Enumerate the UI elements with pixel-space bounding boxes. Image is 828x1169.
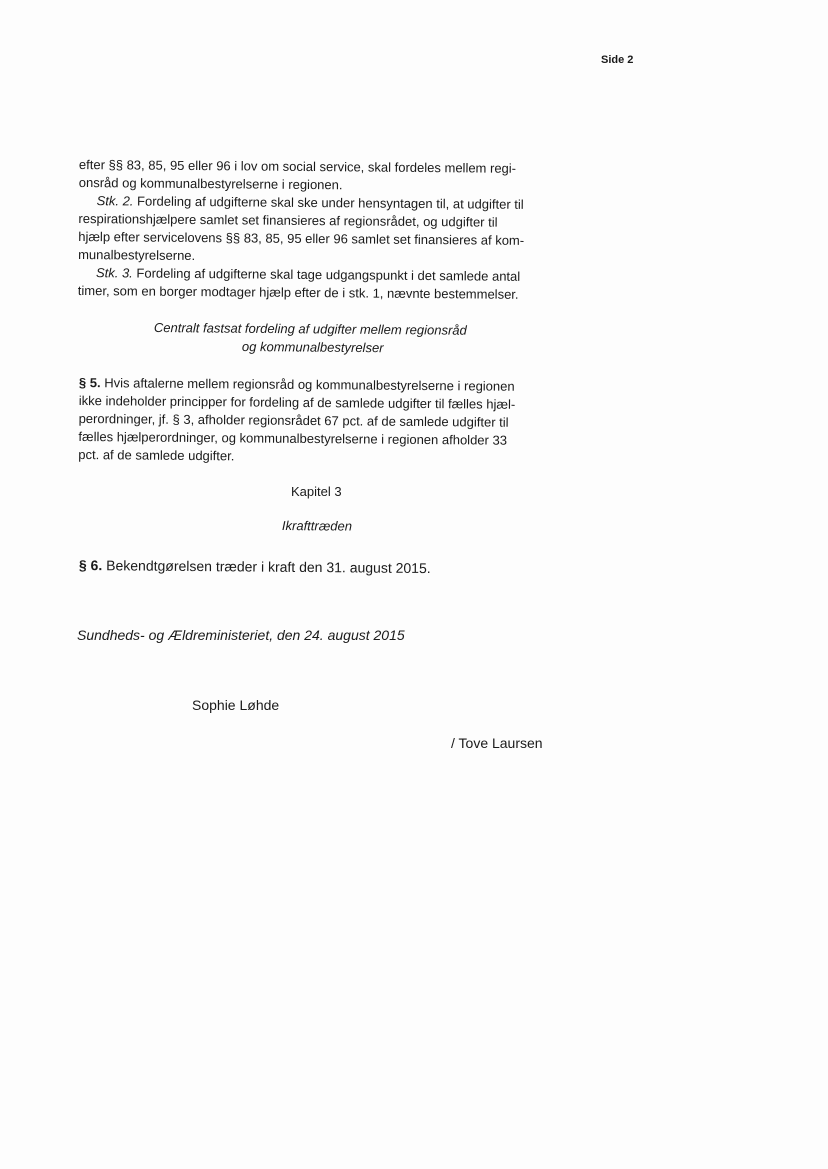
text-line: perordninger, jf. § 3, afholder regionsrådet 67 pct. af de samlede udgifter til <box>78 410 509 430</box>
text-line: munalbestyrelserne. <box>78 246 196 264</box>
chapter-title: Kapitel 3 <box>291 484 342 499</box>
section-heading-line-2: og kommunalbestyrelser <box>241 339 384 356</box>
paragraph-4-block <box>78 156 559 304</box>
signature-minister: Sophie Løhde <box>192 697 280 713</box>
stk-label: Stk. 2. <box>96 193 134 209</box>
text-line: Hvis aftalerne mellem regionsråd og kommunalbestyrelserne i regionen <box>104 375 515 394</box>
stk-label: Stk. 3. <box>95 265 133 281</box>
paragraph-4-stk-3 <box>78 264 558 304</box>
text-line: onsråd og kommunalbestyrelserne i regionen. <box>78 174 343 193</box>
chapter-subtitle: Ikrafttræden <box>281 518 353 534</box>
text-line: efter §§ 83, 85, 95 eller 96 i lov om social service, skal fordeles mellem regi- <box>78 156 517 176</box>
text-line: Fordeling af udgifterne skal tage udgangspunkt i det samlede antal <box>136 265 521 284</box>
paragraph-label: § 5. <box>78 374 101 391</box>
text-line: respirationshjælpere samlet set finansieres af regionsrådet, og udgifter til <box>78 210 498 230</box>
paragraph-5-block <box>78 374 559 468</box>
text-line: hjælp efter servicelovens §§ 83, 85, 95 eller 96 samlet set finansieres af kom- <box>78 228 525 248</box>
text-line: Bekendtgørelsen træder i kraft den 31. august 2015. <box>106 557 431 577</box>
text-line: Fordeling af udgifterne skal ske under hensyntagen til, at udgifter til <box>137 193 524 212</box>
text-line: timer, som en borger modtager hjælp efter de i stk. 1, nævnte bestemmelser. <box>77 282 519 302</box>
text-line: fælles hjælperordninger, og kommunalbestyrelserne i regionen afholder 33 <box>78 428 508 448</box>
signature-countersign: / Tove Laursen <box>451 735 543 751</box>
text-line: pct. af de samlede udgifter. <box>78 446 235 464</box>
signature-place-date: Sundheds- og Ældreministeriet, den 24. august 2015 <box>77 627 405 643</box>
page-number: Side 2 <box>601 54 634 66</box>
paragraph-6 <box>79 556 559 578</box>
paragraph-6-block <box>79 556 559 578</box>
paragraph-4-continuation <box>79 156 559 196</box>
paragraph-label: § 6. <box>78 556 103 574</box>
section-heading-line-1: Centralt fastsat fordeling af udgifter mellem regionsråd <box>153 320 467 338</box>
paragraph-4-stk-2 <box>78 192 559 268</box>
text-line: ikke indeholder principper for fordeling af de samlede udgifter til fælles hjæl- <box>78 392 516 412</box>
paragraph-5 <box>78 374 559 468</box>
